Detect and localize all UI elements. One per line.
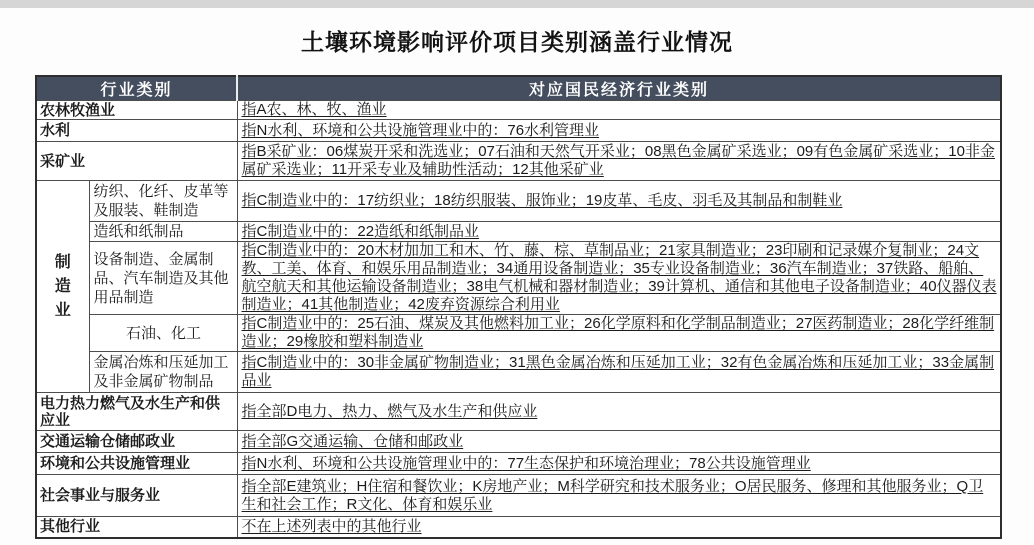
top-edge-strip (0, 0, 1034, 8)
row-agriculture (36, 101, 1001, 120)
row-sublabel: 设备制造、金属制品、汽车制造及其他用品制造 (89, 242, 237, 315)
row-metal-smelting (36, 352, 1001, 393)
row-content: 指全部D电力、热力、燃气及水生产和供应业 (237, 393, 1001, 431)
row-label: 环境和公共设施管理业 (36, 453, 237, 475)
row-content: 指N水利、环境和公共设施管理业中的：76水利管理业 (237, 120, 1001, 142)
header-industry-category: 行业类别 (36, 76, 237, 101)
row-sublabel: 纺织、化纤、皮革等及服装、鞋制造 (89, 181, 237, 222)
row-textile (36, 181, 1001, 222)
row-petroleum-chemical (36, 315, 1001, 352)
row-label: 交通运输仓储邮政业 (36, 431, 237, 453)
manufacturing-group-cell (36, 181, 89, 393)
row-label: 电力热力燃气及水生产和供应业 (36, 393, 237, 431)
row-equipment-manufacturing (36, 242, 1001, 315)
row-sublabel: 金属冶炼和压延加工及非金属矿物制品 (89, 352, 237, 393)
row-mining (36, 142, 1001, 181)
row-content: 指全部G交通运输、仓储和邮政业 (237, 431, 1001, 453)
row-label: 社会事业与服务业 (36, 475, 237, 517)
row-content: 不在上述列表中的其他行业 (237, 517, 1001, 538)
row-content: 指N水利、环境和公共设施管理业中的：77生态保护和环境治理业；78公共设施管理业 (237, 453, 1001, 475)
row-content: 指C制造业中的：17纺织业；18纺织服装、服饰业；19皮革、毛皮、羽毛及其制品和制鞋业 (237, 181, 1001, 222)
row-content: 指全部E建筑业；H住宿和餐饮业；K房地产业；M科学研究和技术服务业；O居民服务、修理和其他服务业；Q卫生和社会工作；R文化、体育和娱乐业 (237, 475, 1001, 517)
row-transport-postal (36, 431, 1001, 453)
header-national-economy-category: 对应国民经济行业类别 (237, 76, 1001, 101)
row-label: 水利 (36, 120, 237, 142)
row-sublabel: 石油、化工 (89, 315, 237, 352)
row-label: 采矿业 (36, 142, 237, 181)
row-paper (36, 222, 1001, 242)
row-water-conservancy (36, 120, 1001, 142)
row-content: 指C制造业中的：20木材加加工和木、竹、藤、棕、草制品业；21家具制造业；23印刷和记录媒介复制业；24文教、工美、体育、和娱乐用品制造业；34通用设备制造业；35专业设备制造业；36汽车制造业；37铁路、船舶、航空航天和其他运输设备制造业；38电气机械和器材制造业；39计算机、通信和其他电子设备制造业；40仪器仪表制造业；41其他制造业；42废弃资源综合利用业 (237, 242, 1001, 315)
row-content: 指A农、林、牧、渔业 (237, 101, 1001, 120)
header-row (36, 76, 1001, 101)
row-content: 指B采矿业：06煤炭开采和洗选业；07石油和天然气开采业；08黑色金属矿采选业；09有色金属矿采选业；10非金属矿采选业；11开采专业及辅助性活动；12其他采矿业 (237, 142, 1001, 181)
row-social-services (36, 475, 1001, 517)
page-title: 土壤环境影响评价项目类别涵盖行业情况 (301, 29, 733, 55)
row-content: 指C制造业中的：25石油、煤炭及其他燃料加工业；26化学原料和化学制品制造业；27医药制造业；28化学纤维制造业；29橡胶和塑料制造业 (237, 315, 1001, 352)
row-other-industries (36, 517, 1001, 538)
row-environment-public-facilities (36, 453, 1001, 475)
manufacturing-group-label: 制造业 (54, 253, 71, 319)
row-sublabel: 造纸和纸制品 (89, 222, 237, 242)
row-power-utilities (36, 393, 1001, 431)
row-content: 指C制造业中的：22造纸和纸制品业 (237, 222, 1001, 242)
row-content: 指C制造业中的：30非金属矿物制造业；31黑色金属冶炼和压延加工业；32有色金属冶炼和压延加工业；33金属制品业 (237, 352, 1001, 393)
row-label: 其他行业 (36, 517, 237, 538)
row-label: 农林牧渔业 (36, 101, 237, 120)
industry-table (35, 75, 1002, 539)
